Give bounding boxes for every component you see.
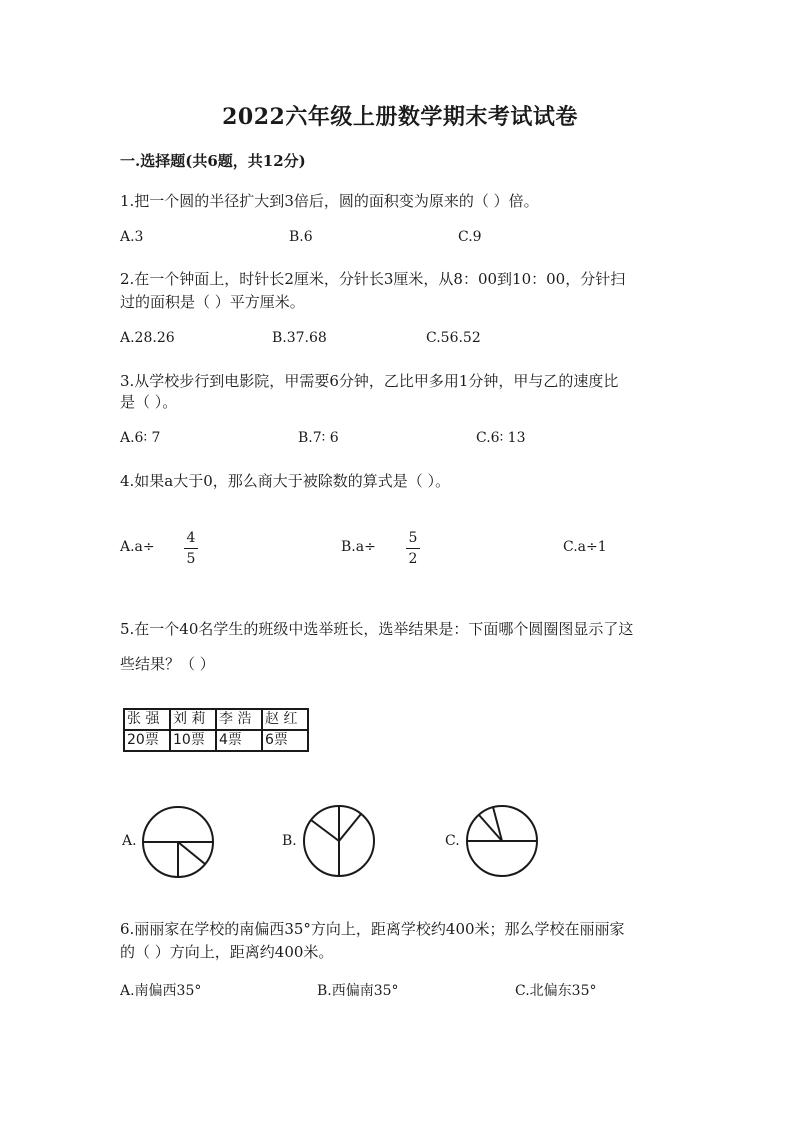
question-2-line-1: 2.在一个钟面上，时针长2厘米，分针长3厘米，从8：00到10：00，分针扫 <box>120 270 626 288</box>
table-cell-votes: 4票 <box>216 730 262 751</box>
table-row <box>124 730 308 751</box>
pie-label-a: A. <box>122 833 137 849</box>
table-row <box>124 709 308 730</box>
table-cell-votes: 10票 <box>170 730 216 751</box>
pie-label-c: C. <box>445 833 460 849</box>
fraction-b-bar <box>406 548 420 549</box>
question-2-option-a: A.28.26 <box>120 330 175 346</box>
question-2-option-c: C.56.52 <box>426 330 481 346</box>
pie-chart-a <box>140 804 216 880</box>
question-4-option-b: B.a÷ <box>341 539 376 555</box>
question-6-line-2: 的（ ）方向上，距离约400米。 <box>120 943 334 961</box>
question-3-line-2: 是（ ）。 <box>120 393 178 411</box>
table-cell-name: 赵 红 <box>262 709 308 730</box>
page-title: 2022六年级上册数学期末考试试卷 <box>222 104 578 130</box>
question-4-fraction-b <box>406 530 420 567</box>
question-6-line-1: 6.丽丽家在学校的南偏西35°方向上，距离学校约400米；那么学校在丽丽家 <box>120 920 625 938</box>
question-1-option-c: C.9 <box>458 229 482 245</box>
table-cell-name: 李 浩 <box>216 709 262 730</box>
pie-b-radius-right <box>339 814 361 841</box>
question-6-option-a: A.南偏西35° <box>120 983 202 999</box>
question-2-line-2: 过的面积是（ ）平方厘米。 <box>120 293 305 311</box>
fraction-b-numerator: 5 <box>408 530 418 546</box>
section-heading: 一.选择题(共6题，共12分) <box>120 152 306 170</box>
question-5-line-2: 些结果？（ ） <box>120 655 215 673</box>
pie-chart-b <box>301 803 377 879</box>
question-5-line-1: 5.在一个40名学生的班级中选举班长，选举结果是：下面哪个圆圈图显示了这 <box>120 620 634 638</box>
question-4-option-c: C.a÷1 <box>563 539 607 555</box>
table-cell-votes: 20票 <box>124 730 170 751</box>
question-4-fraction-a <box>184 530 198 567</box>
question-4-option-a: A.a÷ <box>120 539 155 555</box>
fraction-b-denominator: 2 <box>408 551 418 567</box>
pie-label-b: B. <box>282 833 297 849</box>
question-6-option-c: C.北偏东35° <box>515 983 597 999</box>
table-cell-votes: 6票 <box>262 730 308 751</box>
question-3-option-a: A.6∶ 7 <box>120 430 161 446</box>
question-3-option-b: B.7∶ 6 <box>298 430 339 446</box>
fraction-a-bar <box>184 548 198 549</box>
question-2-option-b: B.37.68 <box>272 330 327 346</box>
fraction-a-numerator: 4 <box>186 530 196 546</box>
pie-b-radius-left <box>311 820 339 841</box>
question-3-line-1: 3.从学校步行到电影院，甲需要6分钟，乙比甲多用1分钟，甲与乙的速度比 <box>120 372 619 390</box>
question-3-option-c: C.6∶ 13 <box>476 430 526 446</box>
question-1-option-a: A.3 <box>120 229 144 245</box>
pie-a-radius-diagonal <box>178 842 205 864</box>
fraction-a-denominator: 5 <box>186 551 196 567</box>
question-6-option-b: B.西偏南35° <box>317 983 399 999</box>
question-1-text: 1.把一个圆的半径扩大到3倍后，圆的面积变为原来的（ ）倍。 <box>120 192 539 210</box>
pie-chart-c <box>464 803 540 879</box>
question-1-option-b: B.6 <box>289 229 313 245</box>
question-4-text: 4.如果a大于0，那么商大于被除数的算式是（ ）。 <box>120 472 451 490</box>
table-cell-name: 刘 莉 <box>170 709 216 730</box>
election-results-table <box>123 708 309 752</box>
table-cell-name: 张 强 <box>124 709 170 730</box>
